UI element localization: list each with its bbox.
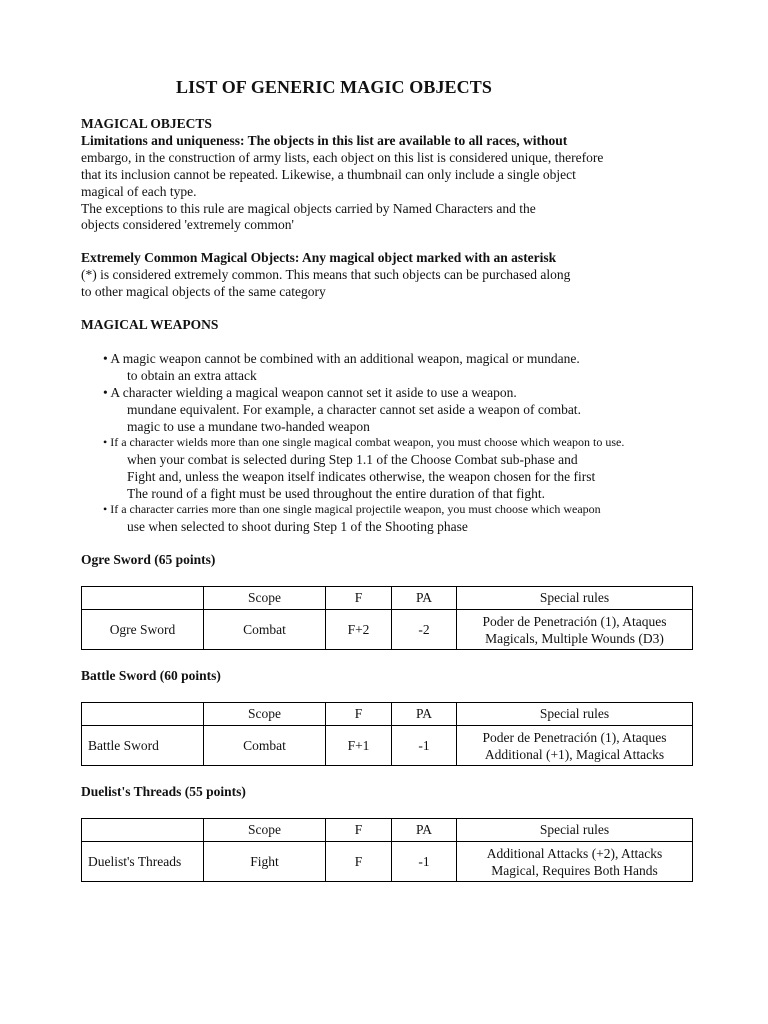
special-rules-line: Poder de Penetración (1), Ataques (482, 729, 667, 745)
paragraph-line: objects considered 'extremely common' (81, 217, 294, 232)
table-header-cell: Scope (204, 587, 326, 610)
bullet-continuation: Fight and, unless the weapon itself indicates otherwise, the weapon chosen for the first (127, 469, 596, 484)
table-header-cell (82, 587, 204, 610)
bullet-continuation: use when selected to shoot during Step 1 of the Shooting phase (127, 519, 468, 534)
section-heading-magical-weapons: MAGICAL WEAPONS (81, 317, 219, 332)
weapon-name-cell: Battle Sword (82, 726, 204, 766)
table-header-cell: Scope (204, 819, 326, 842)
special-rules-cell (457, 726, 693, 766)
special-rules-cell (457, 842, 693, 882)
paragraph-line: (*) is considered extremely common. This means that such objects can be purchased along (81, 267, 571, 282)
weapon-table-ogre-sword (81, 586, 693, 650)
table-header-cell: F (326, 587, 392, 610)
bullet-continuation: when your combat is selected during Step 1.1 of the Choose Combat sub-phase and (127, 452, 578, 467)
section-heading-magical-objects: MAGICAL OBJECTS (81, 116, 212, 131)
paragraph-line: embargo, in the construction of army lists, each object on this list is considered unique, therefore (81, 150, 604, 165)
f-cell: F+1 (326, 726, 392, 766)
paragraph-line: that its inclusion cannot be repeated. Likewise, a thumbnail can only include a single object (81, 167, 576, 182)
table-header-cell (82, 703, 204, 726)
pa-cell: -2 (392, 610, 457, 650)
table-header-cell: Scope (204, 703, 326, 726)
special-rules-line: Additional (+1), Magical Attacks (484, 746, 665, 762)
special-rules-cell (457, 610, 693, 650)
table-header-cell: Special rules (457, 819, 693, 842)
bullet-continuation: The round of a fight must be used throughout the entire duration of that fight. (127, 486, 546, 501)
paragraph-line: to other magical objects of the same category (81, 284, 326, 299)
page-title: LIST OF GENERIC MAGIC OBJECTS (176, 77, 492, 97)
f-cell: F+2 (326, 610, 392, 650)
table-header-cell: Special rules (457, 703, 693, 726)
table-row (82, 842, 693, 882)
weapon-heading: Battle Sword (60 points) (81, 668, 221, 683)
pa-cell: -1 (392, 842, 457, 882)
table-header-row (82, 703, 693, 726)
table-header-cell (82, 819, 204, 842)
special-rules-line: Magicals, Multiple Wounds (D3) (485, 630, 664, 646)
table-row (82, 726, 693, 766)
table-header-row (82, 587, 693, 610)
scope-cell: Fight (204, 842, 326, 882)
scope-cell: Combat (204, 726, 326, 766)
paragraph-line: magical of each type. (81, 184, 197, 199)
bullet-item: • If a character carries more than one single magical projectile weapon, you must choose which weapon (103, 502, 601, 516)
weapon-heading: Ogre Sword (65 points) (81, 552, 216, 567)
table-header-cell: F (326, 703, 392, 726)
paragraph-line-heading: Extremely Common Magical Objects: Any magical object marked with an asterisk (81, 250, 557, 265)
table-header-cell: F (326, 819, 392, 842)
f-cell: F (326, 842, 392, 882)
table-header-cell: Special rules (457, 587, 693, 610)
weapon-heading: Duelist's Threads (55 points) (81, 784, 246, 799)
bullet-item: • A magic weapon cannot be combined with an additional weapon, magical or mundane. (103, 351, 580, 366)
bullet-continuation: mundane equivalent. For example, a character cannot set aside a weapon of combat. (127, 402, 581, 417)
paragraph-line: Limitations and uniqueness: The objects in this list are available to all races, without (81, 133, 568, 148)
bullet-continuation: magic to use a mundane two-handed weapon (127, 419, 370, 434)
weapon-table-battle-sword (81, 702, 693, 766)
table-header-cell: PA (392, 703, 457, 726)
paragraph-line: The exceptions to this rule are magical objects carried by Named Characters and the (81, 201, 536, 216)
table-header-row (82, 819, 693, 842)
special-rules-line: Magical, Requires Both Hands (491, 862, 658, 878)
scope-cell: Combat (204, 610, 326, 650)
table-row (82, 610, 693, 650)
bullet-item: • If a character wields more than one single magical combat weapon, you must choose which weapon to use. (103, 435, 625, 449)
pa-cell: -1 (392, 726, 457, 766)
weapon-name-cell: Ogre Sword (82, 610, 204, 650)
special-rules-line: Additional Attacks (+2), Attacks (486, 845, 663, 861)
bullet-item: • A character wielding a magical weapon cannot set it aside to use a weapon. (103, 385, 517, 400)
bullet-continuation: to obtain an extra attack (127, 368, 257, 383)
weapon-name-cell: Duelist's Threads (82, 842, 204, 882)
special-rules-line: Poder de Penetración (1), Ataques (482, 613, 667, 629)
weapon-table-duelists-threads (81, 818, 693, 882)
table-header-cell: PA (392, 819, 457, 842)
table-header-cell: PA (392, 587, 457, 610)
